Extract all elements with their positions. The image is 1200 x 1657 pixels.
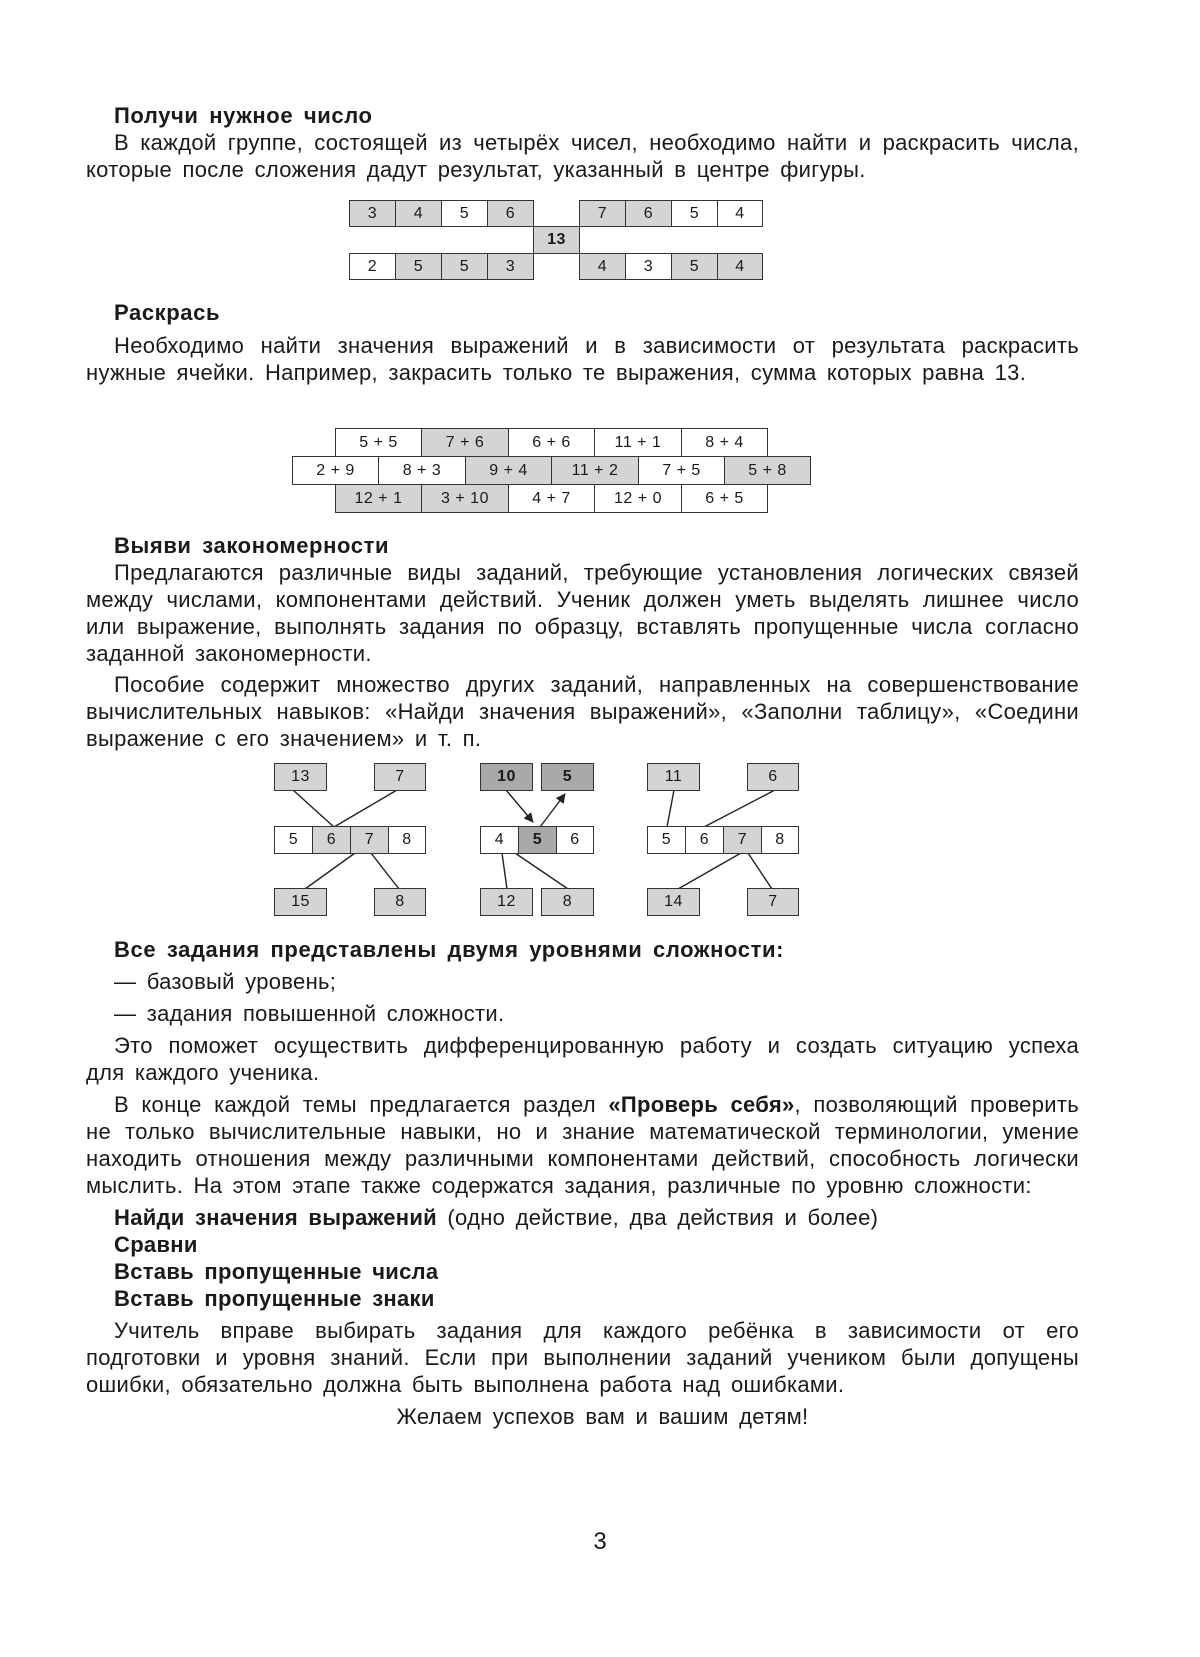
connector-line <box>305 853 355 889</box>
fig1-cell: 3 <box>487 253 534 280</box>
section-color <box>86 299 1079 386</box>
expression-cell: 11 + 1 <box>594 428 682 457</box>
fig1-cell: 5 <box>441 253 488 280</box>
expression-cell: 11 + 2 <box>551 456 639 485</box>
task-type-note: (одно действие, два действия и более) <box>437 1205 879 1230</box>
diagram-mid-cell: 5 <box>518 826 557 854</box>
connector-line <box>678 853 741 889</box>
heading-patterns: Выяви закономерности <box>114 533 390 558</box>
list-item-advanced: — задания повышенной сложности. <box>114 1001 505 1026</box>
connector-line <box>293 790 334 827</box>
fig1-cell: 5 <box>395 253 442 280</box>
paragraph-teacher: Учитель вправе выбирать задания для каждого ребёнка в зависимости от его подготовки и уровня знаний. Если при выполнении заданий учеником были допущены ошибки, обязательно должна быть выполнена работа над ошибками. <box>86 1318 1079 1397</box>
heading-color: Раскрась <box>114 300 221 325</box>
heading-levels: Все задания представлены двумя уровнями сложности: <box>114 937 784 962</box>
fig1-cell: 3 <box>349 200 396 227</box>
expression-cell: 12 + 1 <box>335 484 422 513</box>
expression-cell: 6 + 6 <box>508 428 595 457</box>
fig1-cell: 4 <box>717 200 763 227</box>
expression-cell: 9 + 4 <box>465 456 552 485</box>
expression-cell: 7 + 5 <box>638 456 725 485</box>
paragraph-differentiated: Это поможет осуществить дифференцированную работу и создать ситуацию успеха для каждого ученика. <box>86 1033 1079 1085</box>
diagram-mid-cell: 6 <box>685 826 724 854</box>
section-levels <box>86 936 1079 1430</box>
expression-cell: 12 + 0 <box>594 484 682 513</box>
fig1-cell: 5 <box>671 253 718 280</box>
closing-wish: Желаем успехов вам и вашим детям! <box>396 1404 809 1429</box>
task-type-missing-numbers: Вставь пропущенные числа <box>114 1259 439 1284</box>
fig1-cell: 5 <box>671 200 718 227</box>
diagram-top-box: 10 <box>480 763 533 791</box>
expression-cell: 5 + 5 <box>335 428 422 457</box>
connector-line <box>748 853 772 889</box>
section-get-number <box>86 102 1079 183</box>
diagram-mid-cell: 6 <box>312 826 351 854</box>
task-type-compare: Сравни <box>114 1232 198 1257</box>
expression-cell: 5 + 8 <box>724 456 811 485</box>
fig1-cell: 4 <box>717 253 763 280</box>
fig1-cell: 3 <box>625 253 672 280</box>
expression-cell: 6 + 5 <box>681 484 768 513</box>
expression-cell: 8 + 3 <box>378 456 466 485</box>
page-number: 3 <box>593 1528 607 1555</box>
fig1-cell: 4 <box>395 200 442 227</box>
diagram-mid-cell: 5 <box>647 826 686 854</box>
text-fragment: В конце каждой темы предлагается раздел <box>114 1092 609 1117</box>
diagram-mid-cell: 7 <box>723 826 762 854</box>
connector-line <box>515 853 568 889</box>
connector-line <box>334 790 397 827</box>
connector-line <box>502 853 507 889</box>
paragraph-check-yourself <box>86 1091 1079 1199</box>
heading-get-number: Получи нужное число <box>114 103 373 128</box>
diagram-bottom-box: 14 <box>647 888 700 916</box>
arrow-line <box>506 790 533 822</box>
arrow-line <box>540 794 565 827</box>
diagram-bottom-box: 15 <box>274 888 327 916</box>
paragraph-color: Необходимо найти значения выражений и в зависимости от результата раскрасить нужные ячейки. Например, закрасить только те выражения, сумма которых равна 13. <box>86 333 1079 385</box>
diagram-mid-cell: 4 <box>480 826 519 854</box>
connector-line <box>371 853 399 889</box>
task-type-label: Найди значения выражений <box>114 1205 437 1230</box>
paragraph-get-number: В каждой группе, состоящей из четырёх чисел, необходимо найти и раскрасить числа, которые после сложения дадут результат, указанный в центре фигуры. <box>86 130 1079 182</box>
fig1-cell: 2 <box>349 253 396 280</box>
diagram-mid-cell: 6 <box>556 826 594 854</box>
connector-line <box>704 790 775 827</box>
diagram-mid-cell: 8 <box>388 826 426 854</box>
diagram-mid-cell: 7 <box>350 826 389 854</box>
expression-cell: 3 + 10 <box>421 484 509 513</box>
diagram-top-box: 7 <box>374 763 426 791</box>
fig1-cell: 5 <box>441 200 488 227</box>
diagram-top-box: 13 <box>274 763 327 791</box>
expression-cell: 8 + 4 <box>681 428 768 457</box>
diagram-bottom-box: 8 <box>541 888 594 916</box>
diagram-bottom-box: 8 <box>374 888 426 916</box>
section-patterns <box>86 532 1079 752</box>
task-type-expressions <box>86 1204 1079 1231</box>
diagram-top-box: 5 <box>541 763 594 791</box>
diagram-top-box: 6 <box>747 763 799 791</box>
task-type-missing-signs: Вставь пропущенные знаки <box>114 1286 435 1311</box>
check-yourself-label: «Проверь себя» <box>608 1092 795 1117</box>
text-fragment: , позволяющий проверить не только вычислительные навыки, но и знание математической терминологии, умение находить отношения между различными компонентами действий, способность логически мыслить. На этом этапе также содержатся задания, различные по уровню сложности: <box>86 1092 1079 1198</box>
fig1-cell: 6 <box>487 200 534 227</box>
fig1-cell: 7 <box>579 200 626 227</box>
diagram-bottom-box: 12 <box>480 888 533 916</box>
expression-cell: 2 + 9 <box>292 456 379 485</box>
fig1-cell: 4 <box>579 253 626 280</box>
expression-cell: 4 + 7 <box>508 484 595 513</box>
paragraph-patterns-1: Предлагаются различные виды заданий, требующие установления логических связей между числами, компонентами действий. Ученик должен уметь выделять лишнее число или выражение, выполнять задания по образцу, вставлять пропущенные числа согласно заданной закономерности. <box>86 560 1079 666</box>
diagram-top-box: 11 <box>647 763 700 791</box>
diagram-mid-cell: 8 <box>761 826 799 854</box>
fig1-cell: 6 <box>625 200 672 227</box>
expression-cell: 7 + 6 <box>421 428 509 457</box>
fig1-center-cell: 13 <box>533 226 580 254</box>
list-item-basic: — базовый уровень; <box>114 969 337 994</box>
diagram-bottom-box: 7 <box>747 888 799 916</box>
paragraph-patterns-2: Пособие содержит множество других заданий, направленных на совершенствование вычислительных навыков: «Найди значения выражений», «Заполни таблицу», «Соедини выражение с его значением» и т. п. <box>86 672 1079 751</box>
connector-line <box>667 790 674 827</box>
diagram-mid-cell: 5 <box>274 826 313 854</box>
